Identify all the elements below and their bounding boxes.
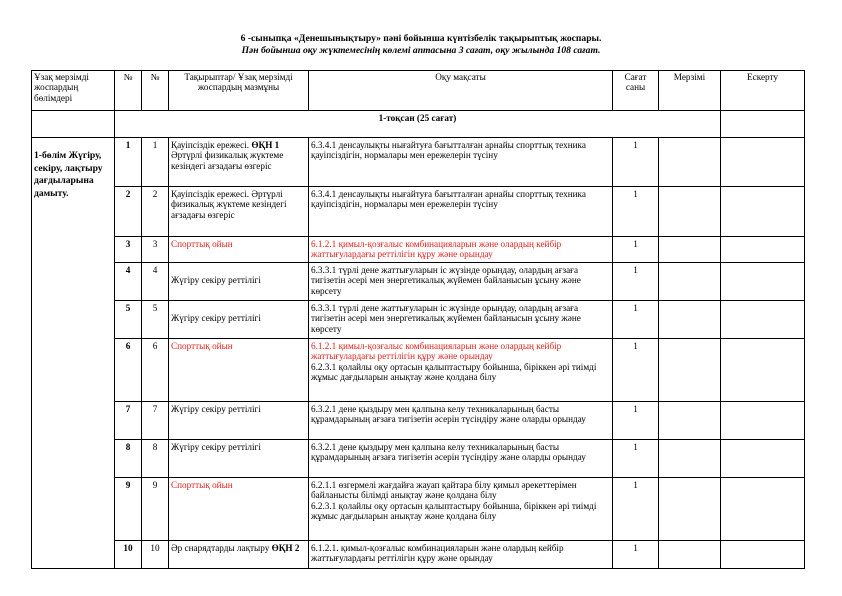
objective-text-secondary: 6.2.3.1 қолайлы оқу ортасын қалыптастыру бойынша, біріккен әрі тиімді жұмыс дағдыларын анықтау және қолдана білу	[311, 500, 597, 522]
lesson-number: 10	[115, 541, 142, 569]
lesson-number: 7	[115, 402, 142, 440]
lesson-number: 5	[115, 301, 142, 339]
table-row	[32, 301, 805, 339]
lesson-sequence-number: 10	[142, 541, 169, 569]
table-row	[32, 263, 805, 301]
lesson-hours: 1	[613, 237, 659, 263]
lesson-sequence-number: 6	[142, 339, 169, 402]
topic-text: Жүгіру секіру реттілігі	[171, 275, 261, 285]
lesson-date	[659, 402, 721, 440]
topic-text-continued: Әртүрлі физикалық жүктеме кезіндегі ағзадағы өзгеріс	[171, 150, 284, 171]
lesson-number: 4	[115, 263, 142, 301]
lesson-date	[659, 339, 721, 402]
lesson-hours: 1	[613, 301, 659, 339]
col-header-section: Ұзақ мерзімді жоспардың бөлімдері	[32, 71, 115, 111]
lesson-note	[721, 440, 805, 478]
lesson-sequence-number: 1	[142, 138, 169, 187]
topic-text: Спорттық ойын	[171, 239, 233, 249]
objective-text: 6.3.4.1 денсаулықты нығайтуға бағытталған арнайы спорттық техника қауіпсіздігін, нормалары мен ережелерін түсіну	[311, 189, 586, 210]
lesson-date	[659, 440, 721, 478]
table-row	[32, 187, 805, 237]
objective-text: 6.1.2.1 қимыл-қозғалыс комбинацияларын және олардың кейбір жаттығулардағы реттілігін құру және орындау	[311, 341, 562, 362]
lesson-hours: 1	[613, 440, 659, 478]
topic-text: Спорттық ойын	[171, 341, 233, 351]
lesson-topic	[169, 339, 309, 402]
learning-objective	[309, 263, 613, 301]
lesson-number: 8	[115, 440, 142, 478]
topic-text: Спорттық ойын	[171, 480, 233, 490]
table-row	[32, 339, 805, 402]
lesson-hours: 1	[613, 541, 659, 569]
lesson-sequence-number: 5	[142, 301, 169, 339]
lesson-sequence-number: 7	[142, 402, 169, 440]
table-row	[32, 541, 805, 569]
table-row	[32, 440, 805, 478]
plan-table	[31, 70, 805, 569]
lesson-date	[659, 138, 721, 187]
topic-text: Жүгіру секіру реттілігі	[171, 313, 261, 323]
lesson-note	[721, 187, 805, 237]
document-title: 6 -сыныпқа «Денешынықтыру» пәні бойынша күнтізбелік тақырыптық жоспары.	[240, 33, 602, 44]
learning-objective	[309, 478, 613, 541]
section-name: 1-бөлім Жүгіру, секіру, лақтыру дағдыларына дамыту.	[32, 138, 115, 569]
lesson-date	[659, 301, 721, 339]
col-header-no2: №	[142, 71, 169, 111]
topic-text: Жүгіру секіру реттілігі	[171, 442, 261, 452]
quarter-title: 1-тоқсан (25 сағат)	[115, 111, 721, 138]
lesson-note	[721, 541, 805, 569]
table-row	[32, 402, 805, 440]
table-row	[32, 138, 805, 187]
lesson-date	[659, 237, 721, 263]
lesson-note	[721, 402, 805, 440]
learning-objective	[309, 541, 613, 569]
table-row	[32, 237, 805, 263]
lesson-number: 3	[115, 237, 142, 263]
topic-assessment-tag: ӨҚН 1	[251, 140, 280, 150]
quarter-empty-right	[721, 111, 805, 138]
learning-objective	[309, 440, 613, 478]
learning-objective	[309, 339, 613, 402]
objective-text: 6.3.2.1 дене қыздыру мен қалпына келу техникаларының басты құрамдарының ағзаға тигізетін әсерін түсіндіру және оларды орындау	[311, 442, 586, 463]
col-header-note: Ескерту	[721, 71, 805, 111]
header-row	[32, 71, 805, 111]
lesson-sequence-number: 2	[142, 187, 169, 237]
learning-objective	[309, 402, 613, 440]
quarter-empty-left	[32, 111, 115, 138]
lesson-topic	[169, 478, 309, 541]
lesson-note	[721, 339, 805, 402]
lesson-date	[659, 541, 721, 569]
lesson-topic	[169, 237, 309, 263]
lesson-topic	[169, 440, 309, 478]
col-header-no1: №	[115, 71, 142, 111]
document-subtitle: Пән бойынша оқу жүктемесінің көлемі аптасына 3 сағат, оқу жылында 108 сағат.	[241, 45, 601, 56]
learning-objective	[309, 187, 613, 237]
objective-text: 6.3.3.1 түрлі дене жаттығуларын іс жүзінде орындау, олардың ағзаға тигізетін әсері мен энергетикалық жүйемен байланысын ұсыну және көрсету	[311, 303, 581, 334]
objective-text: 6.2.1.1 өзгермелі жағдайға жауап қайтара білу қимыл әрекеттерімен байланысты білімді анықтау және қолдана білу	[311, 480, 577, 501]
lesson-hours: 1	[613, 138, 659, 187]
col-header-date: Мерзімі	[659, 71, 721, 111]
lesson-sequence-number: 9	[142, 478, 169, 541]
lesson-date	[659, 187, 721, 237]
lesson-hours: 1	[613, 339, 659, 402]
topic-text: Қауіпсіздік ережесі.	[171, 140, 252, 150]
lesson-hours: 1	[613, 478, 659, 541]
col-header-topic: Тақырыптар/ Ұзақ мерзімді жоспардың мазмұны	[169, 71, 309, 111]
objective-text: 6.3.3.1 түрлі дене жаттығуларын іс жүзінде орындау, олардың ағзаға тигізетін әсері мен энергетикалық жүйемен байланысын ұсыну және көрсету	[311, 265, 581, 296]
lesson-hours: 1	[613, 263, 659, 301]
lesson-number: 6	[115, 339, 142, 402]
lesson-topic	[169, 301, 309, 339]
lesson-date	[659, 263, 721, 301]
lesson-number: 2	[115, 187, 142, 237]
learning-objective	[309, 237, 613, 263]
objective-text-secondary: 6.2.3.1 қолайлы оқу ортасын қалыптастыру бойынша, біріккен әрі тиімді жұмыс дағдыларын анықтау және қолдана білу	[311, 361, 597, 383]
quarter-row	[32, 111, 805, 138]
lesson-date	[659, 478, 721, 541]
lesson-note	[721, 301, 805, 339]
table-row	[32, 478, 805, 541]
lesson-sequence-number: 3	[142, 237, 169, 263]
learning-objective	[309, 301, 613, 339]
lesson-sequence-number: 4	[142, 263, 169, 301]
lesson-topic	[169, 187, 309, 237]
lesson-note	[721, 138, 805, 187]
lesson-note	[721, 478, 805, 541]
learning-objective	[309, 138, 613, 187]
lesson-number: 9	[115, 478, 142, 541]
topic-text: Жүгіру секіру реттілігі	[171, 404, 261, 414]
objective-text: 6.1.2.1. қимыл-қозғалыс комбинацияларын және олардың кейбір жаттығулардағы реттілігін құру және орындау	[311, 543, 564, 564]
lesson-topic	[169, 263, 309, 301]
lesson-sequence-number: 8	[142, 440, 169, 478]
topic-text: Қауіпсіздік ережесі. Әртүрлі физикалық жүктеме кезіндегі ағзадағы өзгеріс	[171, 189, 287, 220]
lesson-note	[721, 263, 805, 301]
lesson-hours: 1	[613, 402, 659, 440]
col-header-hours: Сағат саны	[613, 71, 659, 111]
lesson-number: 1	[115, 138, 142, 187]
objective-text: 6.1.2.1 қимыл-қозғалыс комбинацияларын және олардың кейбір жаттығулардағы реттілігін құру және орындау	[311, 239, 562, 260]
objective-text: 6.3.4.1 денсаулықты нығайтуға бағытталған арнайы спорттық техника қауіпсіздігін, нормалары мен ережелерін түсіну	[311, 140, 586, 161]
lesson-topic	[169, 402, 309, 440]
col-header-objective: Оқу мақсаты	[309, 71, 613, 111]
objective-text: 6.3.2.1 дене қыздыру мен қалпына келу техникаларының басты құрамдарының ағзаға тигізетін әсерін түсіндіру және оларды орындау	[311, 404, 586, 425]
topic-assessment-tag: ӨҚН 2	[271, 543, 300, 553]
lesson-note	[721, 237, 805, 263]
lesson-topic	[169, 541, 309, 569]
document-title-block	[0, 33, 842, 57]
topic-text: Әр снарядтарды лақтыру	[171, 543, 272, 553]
lesson-topic	[169, 138, 309, 187]
lesson-hours: 1	[613, 187, 659, 237]
